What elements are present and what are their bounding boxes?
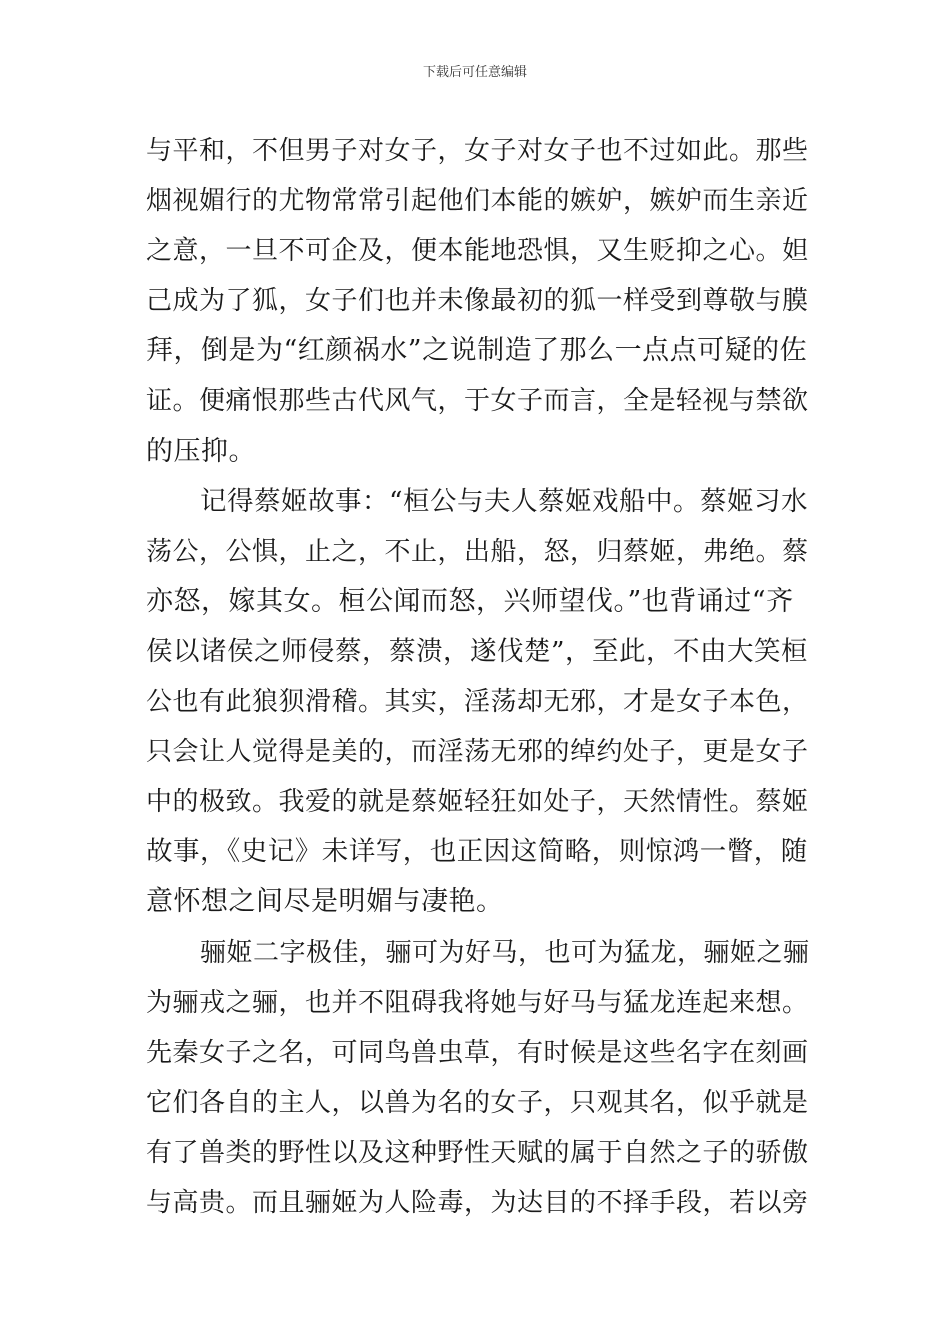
text-line: 与平和，不但男子对女子，女子对女子也不过如此。那些 [146, 136, 809, 166]
text-line: 公也有此狼狈滑稽。其实，淫荡却无邪，才是女子本色， [146, 687, 809, 718]
text-line: 记得蔡姬故事：“桓公与夫人蔡姬戏船中。蔡姬习水 [200, 485, 809, 517]
text-line: 骊姬二字极佳，骊可为好马，也可为猛龙，骊姬之骊 [200, 937, 810, 968]
text-line: 拜，倒是为“红颜祸水”之说制造了那么一点点可疑的佐 [146, 335, 808, 367]
page-header: 下载后可任意编辑 [422, 65, 527, 80]
text-line: 故事，《史记》未详写，也正因这简略，则惊鸿一瞥，随 [146, 836, 808, 868]
text-line: 的压抑。 [146, 435, 256, 467]
document-body [146, 126, 811, 1228]
paragraph [146, 126, 811, 477]
text-line: 侯以诸侯之师侵蔡，蔡溃，遂伐楚”，至此，不由大笑桓 [146, 635, 809, 667]
text-line: 意怀想之间尽是明媚与凄艳。 [146, 886, 504, 918]
paragraph [146, 477, 811, 928]
text-line: 证。便痛恨那些古代风气，于女子而言，全是轻视与禁欲 [146, 386, 809, 417]
text-line: 烟视媚行的尤物常常引起他们本能的嫉妒，嫉妒而生亲近 [146, 186, 809, 217]
text-line: 只会让人觉得是美的，而淫荡无邪的绰约处子，更是女子 [146, 737, 809, 768]
text-line: 它们各自的主人，以兽为名的女子，只观其名，似乎就是 [146, 1087, 809, 1118]
text-line: 为骊戎之骊，也并不阻碍我将她与好马与猛龙连起来想。 [146, 987, 809, 1018]
text-line: 荡公，公惧，止之，不止，出船，怒，归蔡姬，弗绝。蔡 [146, 536, 809, 567]
text-line: 亦怒，嫁其女。桓公闻而怒，兴师望伐。”也背诵过“齐 [146, 585, 794, 617]
text-line: 己成为了狐，女子们也并未像最初的狐一样受到尊敬与膜 [146, 286, 809, 317]
text-line: 之意，一旦不可企及，便本能地恐惧，又生贬抑之心。妲 [146, 236, 809, 267]
text-line: 与高贵。而且骊姬为人险毒，为达目的不择手段，若以旁 [146, 1187, 809, 1218]
text-line: 先秦女子之名，可同鸟兽虫草，有时候是这些名字在刻画 [146, 1037, 809, 1068]
text-line: 中的极致。我爱的就是蔡姬轻狂如处子，天然情性。蔡姬 [146, 787, 809, 818]
paragraph [146, 928, 811, 1229]
text-line: 有了兽类的野性以及这种野性天赋的属于自然之子的骄傲 [146, 1137, 809, 1168]
